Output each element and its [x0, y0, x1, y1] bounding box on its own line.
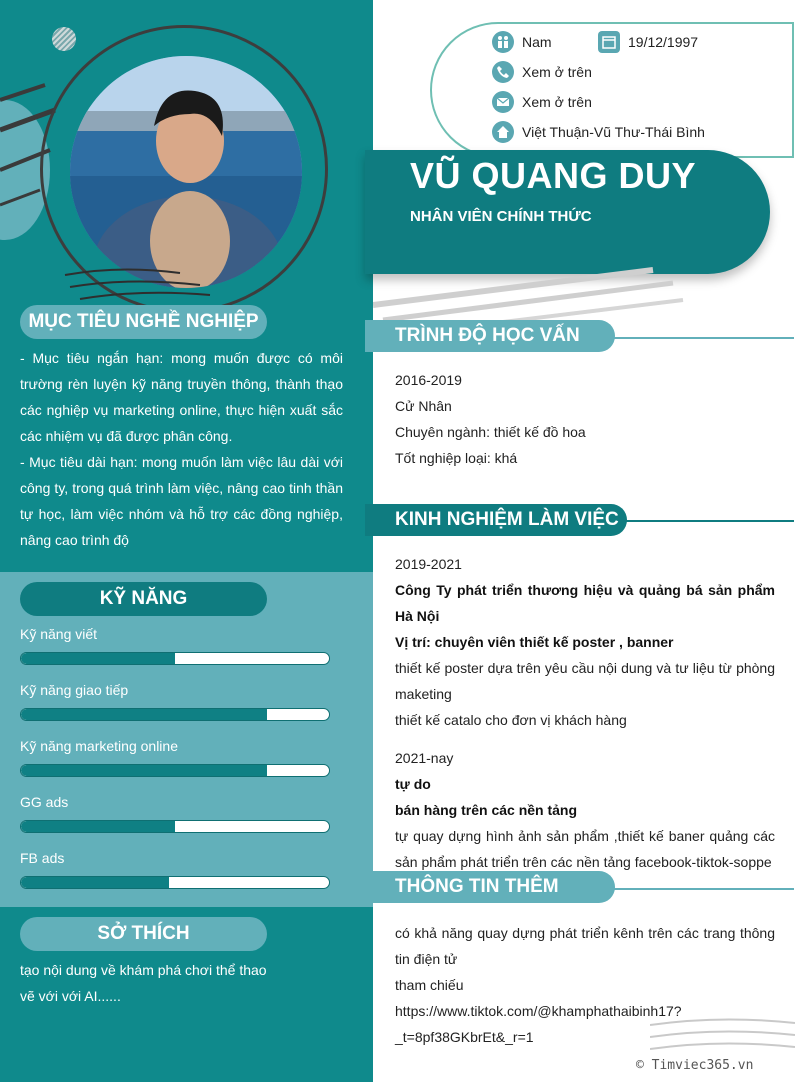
brush-decoration	[60, 265, 240, 305]
skill-bar-fill	[21, 821, 175, 832]
education-period: 2016-2019	[395, 372, 462, 388]
hobbies-text	[20, 957, 350, 1009]
section-line	[600, 888, 794, 890]
job-description: tự quay dựng hình ảnh sản phẩm ,thiết kế baner quảng các sản phẩm phát triển trên các nền tảng facebook-tiktok-soppe	[395, 828, 775, 870]
full-name: VŨ QUANG DUY	[410, 155, 697, 196]
job-company: Công Ty phát triển thương hiệu và quảng bá sản phẩm Hà Nội	[395, 582, 775, 624]
email-icon	[492, 91, 514, 113]
hobby-line: vẽ với với AI......	[20, 988, 121, 1004]
education-details	[395, 367, 775, 471]
education-heading: TRÌNH ĐỘ HỌC VẤN	[365, 320, 615, 352]
reference-link[interactable]: https://www.tiktok.com/@khamphathaibinh17?	[395, 1003, 682, 1019]
job-period: 2021-nay	[395, 750, 454, 766]
skill-item	[20, 850, 330, 889]
objective-heading: MỤC TIÊU NGHỀ NGHIỆP	[20, 305, 267, 339]
skill-item	[20, 682, 330, 721]
skill-label: Kỹ năng viết	[20, 626, 98, 642]
email-item	[492, 91, 592, 113]
skill-bar	[20, 708, 330, 721]
reference-link-cont[interactable]: _t=8pf38GKbrEt&_r=1	[395, 1029, 534, 1045]
skill-label: FB ads	[20, 850, 65, 866]
gender-icon	[492, 31, 514, 53]
extra-line: tham chiếu	[395, 977, 464, 993]
skill-item	[20, 794, 330, 833]
profile-photo	[70, 56, 302, 288]
phone-icon	[492, 61, 514, 83]
job-description: thiết kế catalo cho đơn vị khách hàng	[395, 712, 627, 728]
phone-item	[492, 61, 592, 83]
home-icon	[492, 121, 514, 143]
skill-bar-fill	[21, 877, 169, 888]
education-major: Chuyên ngành: thiết kế đồ hoa	[395, 424, 586, 440]
address-value: Việt Thuận-Vũ Thư-Thái Bình	[522, 124, 705, 140]
calendar-icon	[598, 31, 620, 53]
skill-bar-fill	[21, 653, 175, 664]
decorative-dot	[52, 27, 76, 51]
email-value: Xem ở trên	[522, 94, 592, 110]
skill-label: Kỹ năng giao tiếp	[20, 682, 129, 698]
objective-long-term: - Mục tiêu dài hạn: mong muốn làm việc lâu dài với công ty, trong quá trình làm việc, nâng cao tinh thần tự học, làm việc nhóm và hỗ trợ các đồng nghiệp, nâng cao trình độ	[20, 454, 343, 548]
job-position: bán hàng trên các nền tảng	[395, 802, 578, 818]
skill-item	[20, 626, 330, 665]
hobbies-heading: SỞ THÍCH	[20, 917, 267, 951]
skill-bar	[20, 652, 330, 665]
skill-bar-fill	[21, 765, 267, 776]
job-period: 2019-2021	[395, 556, 462, 572]
hobby-line: tạo nội dung về khám phá chơi thể thao	[20, 962, 267, 978]
address-item	[492, 121, 705, 143]
experience-heading: KINH NGHIỆM LÀM VIỆC	[365, 504, 627, 536]
birthdate-item	[598, 31, 698, 53]
objective-text	[20, 345, 343, 553]
gender-item	[492, 31, 552, 53]
experience-details	[395, 551, 775, 875]
skill-bar	[20, 820, 330, 833]
section-line	[610, 520, 794, 522]
job-company: tự do	[395, 776, 431, 792]
skill-label: GG ads	[20, 794, 69, 810]
gender-value: Nam	[522, 34, 552, 50]
job-position: Vị trí: chuyên viên thiết kế poster , banner	[395, 634, 674, 650]
phone-value: Xem ở trên	[522, 64, 592, 80]
section-line	[600, 337, 794, 339]
skill-item	[20, 738, 330, 777]
extra-heading: THÔNG TIN THÊM	[365, 871, 615, 903]
education-degree: Cử Nhân	[395, 398, 452, 414]
skills-heading: KỸ NĂNG	[20, 582, 267, 616]
birthdate-value: 19/12/1997	[628, 34, 699, 50]
skill-bar	[20, 876, 330, 889]
watermark: © Timviec365.vn	[636, 1058, 754, 1073]
education-grade: Tốt nghiệp loại: khá	[395, 450, 518, 466]
objective-short-term: - Mục tiêu ngắn hạn: mong muốn được có môi trường rèn luyện kỹ năng truyền thông, thành thạo các nghiệp vụ marketing online, thực hiện xuất sắc các nhiệm vụ đã được phân công.	[20, 350, 343, 444]
skill-bar	[20, 764, 330, 777]
brush-decoration	[650, 1015, 795, 1060]
extra-line: có khả năng quay dựng phát triển kênh trên các trang thông tin điện tử	[395, 925, 775, 967]
job-title: NHÂN VIÊN CHÍNH THỨC	[410, 208, 592, 225]
job-description: thiết kế poster dựa trên yêu cầu nội dung và tư liệu từ phòng maketing	[395, 660, 775, 702]
skill-label: Kỹ năng marketing online	[20, 738, 178, 754]
skill-bar-fill	[21, 709, 267, 720]
